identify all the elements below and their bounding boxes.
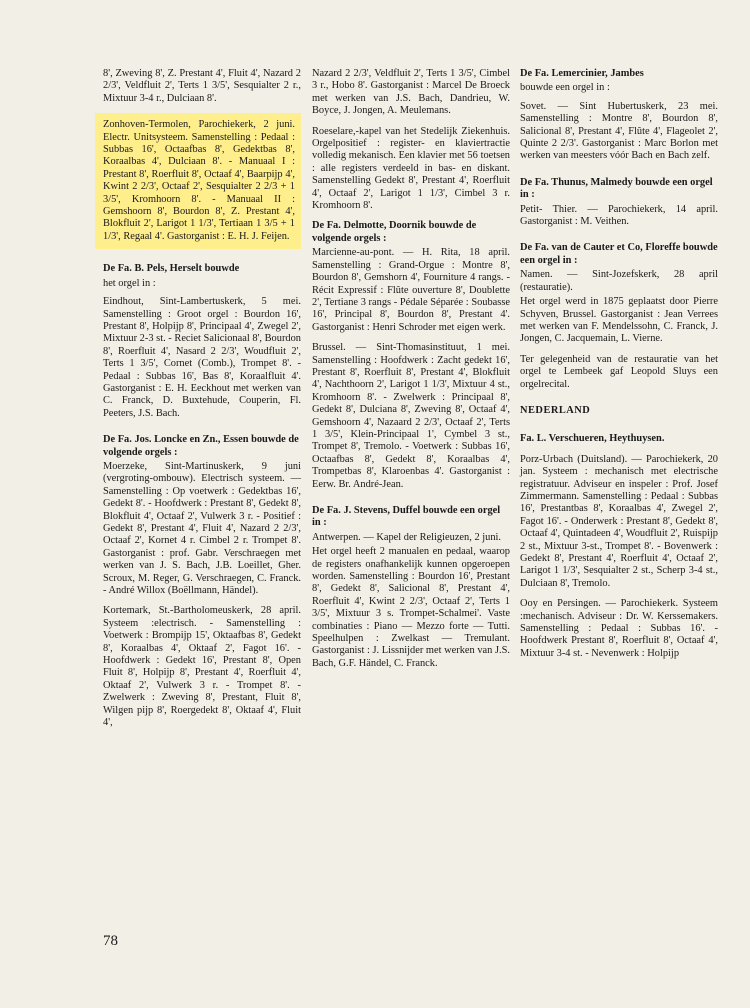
- loncke-heading: De Fa. Jos. Loncke en Zn., Essen bouwde de volgende orgels :: [103, 434, 299, 458]
- delmotte-entry: [312, 220, 510, 491]
- ooy-paragraph: Ooy en Persingen. — Parochiekerk. Systeem :mechanisch. Adviseur : Dr. W. Kerssemakers. Samenstelling : Pedaal : Subbas 16'. - Hoofdwerk Prestant 8', Roerfluit 8', Octaaf 4', Mixtuur 3-4 st. - Nevenwerk : Holpijp: [520, 598, 718, 659]
- column-2: [312, 68, 510, 684]
- section-heading-nederland: NEDERLAND: [520, 404, 591, 416]
- kortemark-paragraph: Kortemark, St.-Bartholomeuskerk, 28 april. Systeem :electrisch. - Samenstelling : Voetwerk : Brompijp 15', Oktaafbas 8', Gedekt 8', Koraalbas 4', Oktaaf 2', Fagot 16'. - Hoofdwerk : Gedekt 16', Prestant 8', Open Fluit 8', Holpijp 8', Prestant 4', Roerfluit 4', Oktaaf 2', Vulwerk 3 r. - Trompet 8'. - Zwelwerk : Zweving 8', Prestant, Fluit 8', Wilgen pijp 8', Roergedekt 8', Oktaaf 4', Fluit 4',: [103, 605, 301, 729]
- highlighted-entry-zonhoven: Zonhoven-Termolen, Parochiekerk, 2 juni. Electr. Unitsysteem. Samenstelling : Pedaal : Subbas 16', Octaafbas 8', Gedektbas 8', Koraalbas 4', Dulciaan 8'. - Manuaal I : Prestant 8', Roerfluit 8', Octaaf 4', Baarpijp 4', Kwint 2 2/3', Octaaf 2', Sesquialter 2 2/3 + 1 3/5', Kromhoorn 8'. - Manuaal II : Gemshoorn 8', Bourdon 8', Z. Prestant 4', Blokfluit 2', Larigot 1 1/3', Tertiaan 1 3/5 + 1 1/3', Regaal 4'. Gastorganist : E. H. J. Feijen.: [95, 113, 301, 249]
- moerzeke-paragraph: Moerzeke, Sint-Martinuskerk, 9 juni (vergroting-ombouw). Electrisch systeem. — Samenstelling : Op voetwerk : Gedektbas 16', Gedekt 8'. - Hoofdwerk : Prestant 8', Gedekt 8', Blokfluit 4', Octaaf 2', Vulwerk 3 r. - Positief : Gedekt 8', Prestant 4', Fluit 4', Nazard 2 2/3', Octaaf 2', Kornet 4 r. Cimbel 2 r. Trompet 8'. Gastorganist : prof. Gabr. Verschraegen met werken van J. S. Bach, J.B. Loeillet, Gher. Scroux, M. Reger, G. Verschraegen, C. Franck. - André Willox (Boëllmann, Händel).: [103, 460, 301, 597]
- lemercinier-subheading: bouwde een orgel in :: [520, 82, 610, 94]
- verschueren-entry: [520, 433, 718, 660]
- verschueren-heading: Fa. L. Verschueren, Heythuysen.: [520, 433, 665, 445]
- cauter-entry: [520, 242, 718, 390]
- lembeek-paragraph: Ter gelegenheid van de restauratie van het orgel te Lembeek gaf Leopold Sluys een orgelrecital.: [520, 353, 718, 390]
- pels-heading: De Fa. B. Pels, Herselt bouwde: [103, 263, 240, 275]
- antwerpen-intro: Antwerpen. — Kapel der Religieuzen, 2 juni.: [312, 531, 501, 543]
- lemercinier-entry: [520, 68, 718, 163]
- col1-continuation: 8', Zweving 8', Z. Prestant 4', Fluit 4', Nazard 2 2/3', Veldfluit 2', Terts 1 3/5', Sesquialter 2 r., Mixtuur 3-4 r., Dulciaan 8'.: [103, 68, 301, 104]
- column-3: [520, 68, 718, 674]
- col2-continuation: Nazard 2 2/3', Veldfluit 2', Terts 1 3/5', Cimbel 3 r., Hobo 8'. Gastorganist : Marcel De Broeck met werken van J.S. Bach, Dandrieu, W. Boyce, J. Jongen, A. Meulemans.: [312, 68, 510, 117]
- stevens-entry: [312, 505, 510, 670]
- thunus-heading: De Fa. Thunus, Malmedy bouwde een orgel in :: [520, 176, 713, 201]
- namen-paragraph: Het orgel werd in 1875 geplaatst door Pierre Schyven, Brussel. Gastorganist : Jean Verrees met werken van F. Mendelssohn, C. Franck, J. Jongen, C. Jacquemain, L. Vierne.: [520, 296, 718, 345]
- page-number: 78: [103, 933, 118, 949]
- delmotte-heading: De Fa. Delmotte, Doornik bouwde de volgende orgels :: [312, 220, 477, 244]
- thunus-entry: [520, 177, 718, 229]
- pels-subheading: het orgel in :: [103, 277, 156, 289]
- eindhout-paragraph: Eindhout, Sint-Lambertuskerk, 5 mei. Samenstelling : Groot orgel : Bourdon 16', Prestant 8', Holpijp 8', Principaal 4', Zwegel 2', Mixtuur 2-3 st. - Reciet Salicionaal 8', Bourdon 8', Roerfluit 4', Nasard 2 2/3', Woudfluit 2', Terts 1 3/5', Cornet (Comb.), Trompet 8'. - Pedaal : Subbas 16', Bas 8', Koraalfluit 4'. Gastorganist : E. H. Eeckhout met werken van C. Franck, D. Buxtehude, Couperin, Fl. Peeters, J.S. Bach.: [103, 296, 301, 419]
- marcienne-paragraph: Marcienne-au-pont. — H. Rita, 18 april. Samenstelling : Grand-Orgue : Montre 8', Bourdon 8', Gemshorn 4', Fourniture 4 rangs. - Récit Expressif : Flûte ouverture 8', Doublette 2', Tertiane 3 rangs - Pédale Séparée : Soubasse 16', Principal 8', Bourdon 8', Prestant 4'. Gastorganist : Henri Schroder met eigen werk.: [312, 247, 510, 333]
- roeselare-paragraph: Roeselare,-kapel van het Stedelijk Ziekenhuis. Orgelpositief : register- en klaviertractie volledig mekanisch. Een klavier met 56 toetsen : alle registers verdeeld in bas- en diskant. Samenstelling Gedekt 8', Prestant 4', Roerfluit 4', Octaaf 2', Larigot 1 1/3', Cimbel 3 r. Kromhoorn 8'.: [312, 125, 510, 212]
- brussel-paragraph: Brussel. — Sint-Thomasinstituut, 1 mei. Samenstelling : Hoofdwerk : Zacht gedekt 16', Prestant 8', Roerfluit 8', Prestant 4', Blokfluit 4', Nachthoorn 2', Larigot 1 1/3', Mixtuur 4 st., Kromhoorn 8'. - Zwelwerk : Principaal 8', Gedekt 8', Dulciana 8', Zweving 8', Octaaf 4', Gemshoorn 4', Nazaard 2 2/3', Octaaf 2', Terts 1 3/5', Klein-Principaal 1', Cymbel 3 st., Trompet 8', Tremolo. - Voetwerk : Subbas 16', Octaafbas 8', Gedekt 8', Koraalbas 4', Trompetbas 8', Klaroenbas 4'. Gastorganist : Eerw. Br. André-Jean.: [312, 342, 510, 490]
- column-1: [103, 68, 301, 744]
- sovet-paragraph: Sovet. — Sint Hubertuskerk, 23 mei. Samenstelling : Montre 8', Bourdon 8', Salicional 8', Prestant 4', Flûte 4', Flageolet 2', Quinte 2 2/3'. Gastorganist : Marc Borlon met werken van meesters vóór Bach en Bach zelf.: [520, 100, 718, 162]
- cauter-heading: De Fa. van de Cauter et Co, Floreffe bouwde een orgel in :: [520, 242, 718, 266]
- stevens-heading: De Fa. J. Stevens, Duffel bouwde een orgel in :: [312, 505, 501, 529]
- petit-thier-paragraph: Petit- Thier. — Parochiekerk, 14 april. Gastorganist : M. Veithen.: [520, 203, 718, 228]
- pels-entry: [103, 263, 301, 420]
- loncke-entry: [103, 434, 301, 729]
- namen-intro: Namen. — Sint-Jozefskerk, 28 april (restauratie).: [520, 269, 718, 293]
- porz-paragraph: Porz-Urbach (Duitsland). — Parochiekerk, 20 jan. Systeem : mechanisch met electrische registratuur. Adviseur en inspeler : Prof. Josef Zimmermann. Samenstelling : Pedaal : Subbas 16', Prestantbas 8', Koraalbas 4', Zwegel 2', Fagot 16'. - Onderwerk : Prestant 8', Gedekt 8', Octaaf 4', Quintadeen 4', Woudfluit 2', Ruispijp 2 st., Mixtuur 3-st., Trompet 8'. - Bovenwerk : Gedekt 8', Prestant 4', Roerfluit 4', Octaaf 2', Larigot 1 1/3', Sesquialter 2 st., Scherp 3-4 st., Dulciaan 8', Tremolo.: [520, 453, 718, 589]
- lemercinier-heading: De Fa. Lemercinier, Jambes: [520, 68, 644, 79]
- antwerpen-paragraph: Het orgel heeft 2 manualen en pedaal, waarop de registers onafhankelijk kunnen opgeroepen worden. Samenstelling : Bourdon 16', Prestant 8', Gedekt 8', Salicional 8', Prestant 4', Roerfluit 4', Kwint 2 2/3', Octaaf 2', Terts 1 3/5', Mixtuur 3 s. Trompet-Schalmei'. Vaste combinaties : Piano — Mezzo forte — Tutti. Speelhulpen : Zwelkast — Tremulant. Gastorganist : J. Lissnijder met werken van J.S. Bach, G.F. Händel, C. Franck.: [312, 546, 510, 669]
